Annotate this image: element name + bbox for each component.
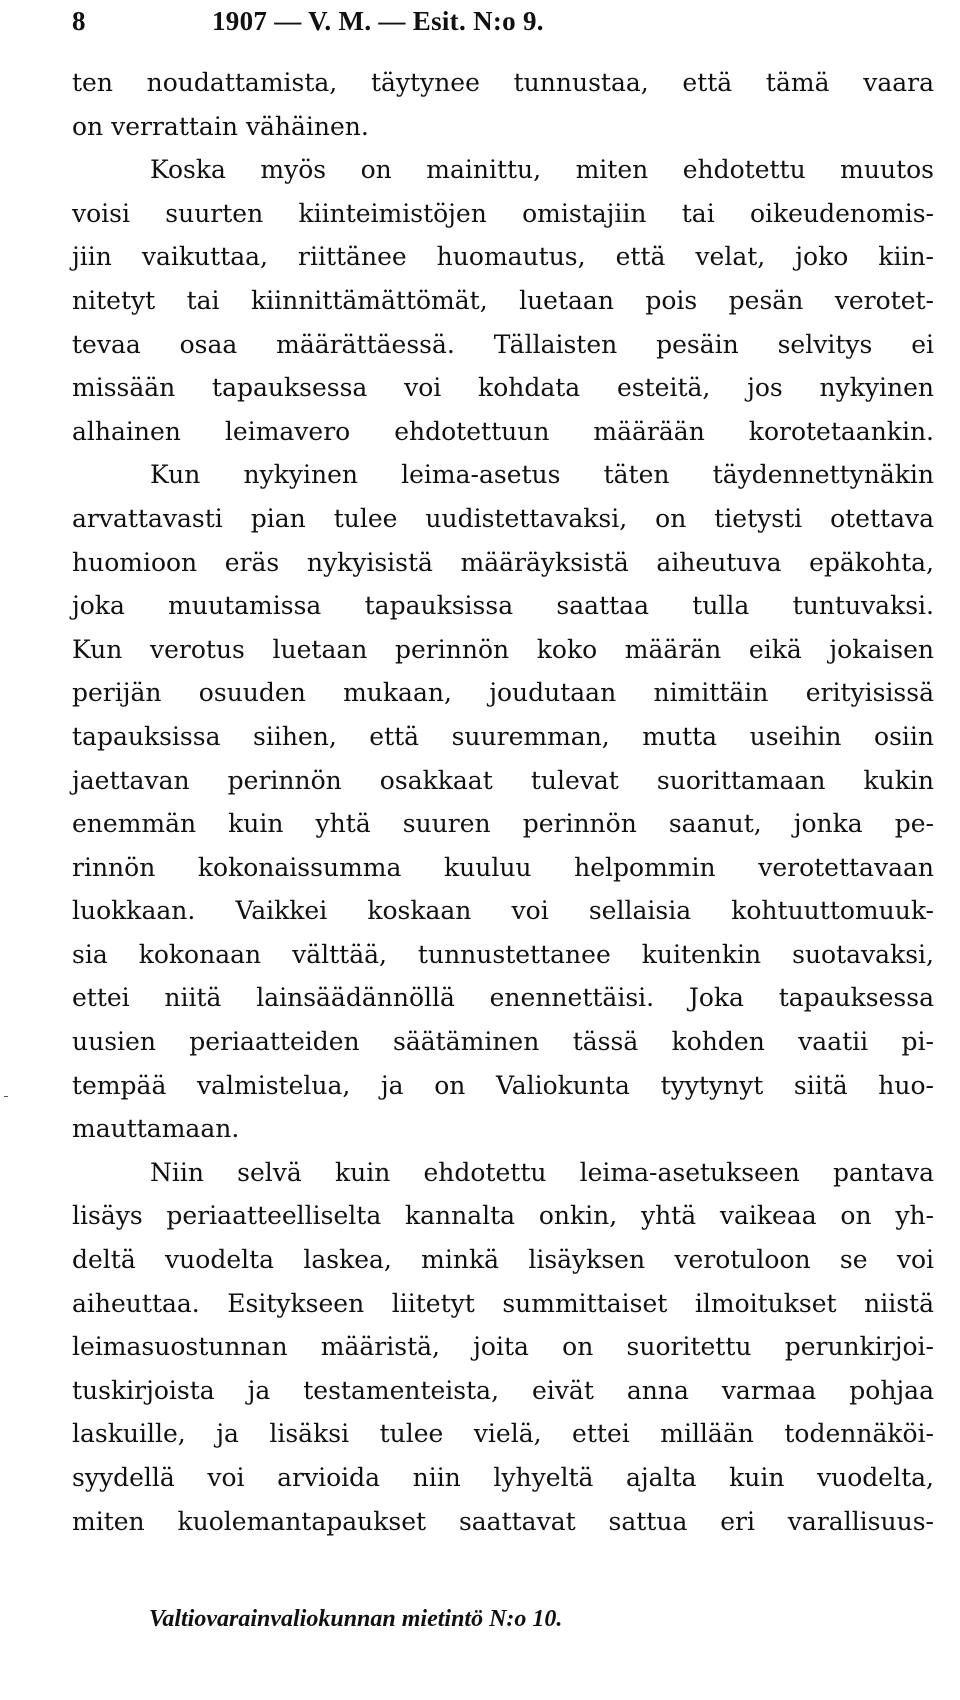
text-line: joka muutamissa tapauksissa saattaa tulla tuntuvaksi. (72, 591, 934, 621)
text-line: ettei niitä lainsäädännöllä enennettäisi. Joka tapauksessa (72, 983, 934, 1013)
text-line: on verrattain vähäinen. (72, 111, 369, 141)
text-line: alhainen leimavero ehdotettuun määrään korotetaankin. (72, 416, 934, 446)
text-line: rinnön kokonaissumma kuuluu helpommin verotettavaan (72, 852, 934, 882)
paragraph-first-line: Koska myös on mainittu, miten ehdotettu muutos (150, 155, 934, 185)
text-line: luokkaan. Vaikkei koskaan voi sellaisia kohtuuttomuuk- (72, 896, 934, 926)
text-line: tuskirjoista ja testamenteista, eivät anna varmaa pohjaa (72, 1375, 934, 1405)
text-line: perijän osuuden mukaan, joudutaan nimittäin erityisissä (72, 678, 934, 708)
text-line: missään tapauksessa voi kohdata esteitä, jos nykyinen (72, 373, 934, 403)
text-line: Kun nykyinen leima-asetus täten täydennettynäkin (150, 460, 934, 490)
scan-mark (4, 1096, 8, 1097)
text-line: huomioon eräs nykyisistä määräyksistä aiheutuva epäkohta, (72, 547, 934, 577)
text-line: jiin vaikuttaa, riittänee huomautus, että velat, joko kiin- (72, 242, 934, 272)
text-line: aiheuttaa. Esitykseen liitetyt summittaiset ilmoitukset niistä (72, 1288, 934, 1318)
running-head: 1907 — V. M. — Esit. N:o 9. (212, 6, 544, 36)
text-line: tevaa osaa määrättäessä. Tällaisten pesäin selvitys ei (72, 329, 934, 359)
text-line: laskuille, ja lisäksi tulee vielä, ettei millään todennäköi- (72, 1419, 934, 1449)
text-line: miten kuolemantapaukset saattavat sattua eri varallisuus- (72, 1506, 934, 1536)
page-number: 8 (72, 6, 86, 36)
text-line: arvattavasti pian tulee uudistettavaksi, on tietysti otettava (72, 503, 934, 533)
footer-signature: Valtiovarainvaliokunnan mietintö N:o 10. (149, 1606, 563, 1632)
text-line: voisi suurten kiinteimistöjen omistajiin tai oikeudenomis- (72, 198, 934, 228)
text-line: lisäys periaatteelliselta kannalta onkin, yhtä vaikeaa on yh- (72, 1201, 934, 1231)
text-line: uusien periaatteiden säätäminen tässä kohden vaatii pi- (72, 1027, 934, 1057)
text-line: enemmän kuin yhtä suuren perinnön saanut, jonka pe- (72, 809, 934, 839)
text-line: tapauksissa siihen, että suuremman, mutta useihin osiin (72, 721, 934, 751)
text-line: ten noudattamista, täytynee tunnustaa, että tämä vaara (72, 68, 934, 97)
text-line: tempää valmistelua, ja on Valiokunta tyytynyt siitä huo- (72, 1070, 934, 1100)
paragraph-first-line: Niin selvä kuin ehdotettu leima-asetukseen pantava (150, 1157, 934, 1187)
text-line: nitetyt tai kiinnittämättömät, luetaan pois pesän verotet- (72, 285, 934, 315)
text-line: syydellä voi arvioida niin lyhyeltä ajalta kuin vuodelta, (72, 1463, 934, 1492)
body-text (72, 61, 934, 1543)
text-line: leimasuostunnan määristä, joita on suoritettu perunkirjoi- (72, 1332, 934, 1362)
text-line: deltä vuodelta laskea, minkä lisäyksen verotuloon se voi (72, 1245, 934, 1275)
page-header (72, 6, 932, 46)
text-line: mauttamaan. (72, 1114, 240, 1144)
text-line: Kun verotus luetaan perinnön koko määrän eikä jokaisen (72, 634, 934, 664)
text-line: jaettavan perinnön osakkaat tulevat suorittamaan kukin (72, 765, 934, 795)
text-line: sia kokonaan välttää, tunnustettanee kuitenkin suotavaksi, (72, 939, 934, 969)
